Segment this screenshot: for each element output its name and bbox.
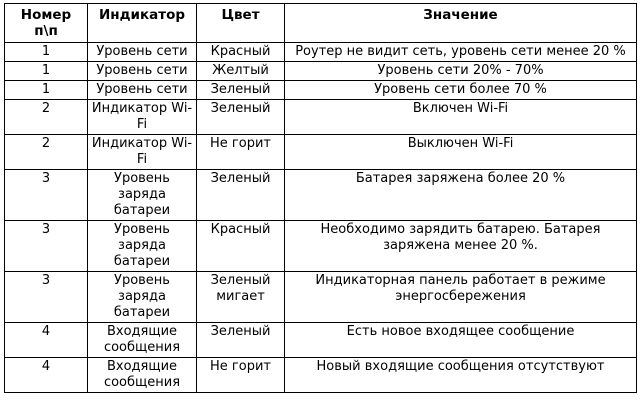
cell-number: 2 [5,135,88,170]
cell-indicator: Входящие сообщения [88,358,197,393]
cell-number: 1 [5,43,88,62]
cell-color: Красный [197,221,285,272]
cell-color: Не горит [197,135,285,170]
cell-color: Зеленый [197,81,285,100]
indicator-table-container [4,3,636,393]
cell-color: Зеленый мигает [197,272,285,323]
cell-meaning: Уровень сети более 70 % [285,81,637,100]
table-row [5,81,637,100]
cell-indicator: Индикатор Wi-Fi [88,135,197,170]
cell-indicator: Уровень заряда батареи [88,272,197,323]
cell-number: 4 [5,323,88,358]
cell-meaning: Батарея заряжена более 20 % [285,170,637,221]
cell-meaning: Индикаторная панель работает в режиме энергосбережения [285,272,637,323]
cell-meaning: Включен Wi-Fi [285,100,637,135]
cell-indicator: Уровень заряда батареи [88,170,197,221]
table-row [5,43,637,62]
table-row [5,100,637,135]
cell-meaning: Новый входящие сообщения отсутствуют [285,358,637,393]
cell-indicator: Уровень сети [88,62,197,81]
cell-meaning: Роутер не видит сеть, уровень сети менее 20 % [285,43,637,62]
cell-color: Зеленый [197,100,285,135]
cell-indicator: Входящие сообщения [88,323,197,358]
table-row [5,62,637,81]
cell-indicator: Уровень заряда батареи [88,221,197,272]
cell-number: 3 [5,170,88,221]
cell-color: Желтый [197,62,285,81]
cell-number: 4 [5,358,88,393]
cell-meaning: Есть новое входящее сообщение [285,323,637,358]
cell-color: Зеленый [197,170,285,221]
table-row [5,323,637,358]
header-indicator: Индикатор [88,4,197,43]
cell-number: 3 [5,272,88,323]
cell-indicator: Уровень сети [88,43,197,62]
cell-color: Не горит [197,358,285,393]
cell-number: 1 [5,81,88,100]
table-row [5,272,637,323]
table-row [5,135,637,170]
cell-color: Красный [197,43,285,62]
table-row [5,358,637,393]
cell-meaning: Уровень сети 20% - 70% [285,62,637,81]
cell-color: Зеленый [197,323,285,358]
table-row [5,221,637,272]
table-row [5,170,637,221]
table-header-row [5,4,637,43]
indicator-table [4,3,637,393]
cell-indicator: Уровень сети [88,81,197,100]
cell-number: 3 [5,221,88,272]
header-color: Цвет [197,4,285,43]
header-number: Номер п\п [5,4,88,43]
cell-number: 2 [5,100,88,135]
cell-meaning: Выключен Wi-Fi [285,135,637,170]
header-meaning: Значение [285,4,637,43]
cell-indicator: Индикатор Wi-Fi [88,100,197,135]
cell-number: 1 [5,62,88,81]
cell-meaning: Необходимо зарядить батарею. Батарея заряжена менее 20 %. [285,221,637,272]
